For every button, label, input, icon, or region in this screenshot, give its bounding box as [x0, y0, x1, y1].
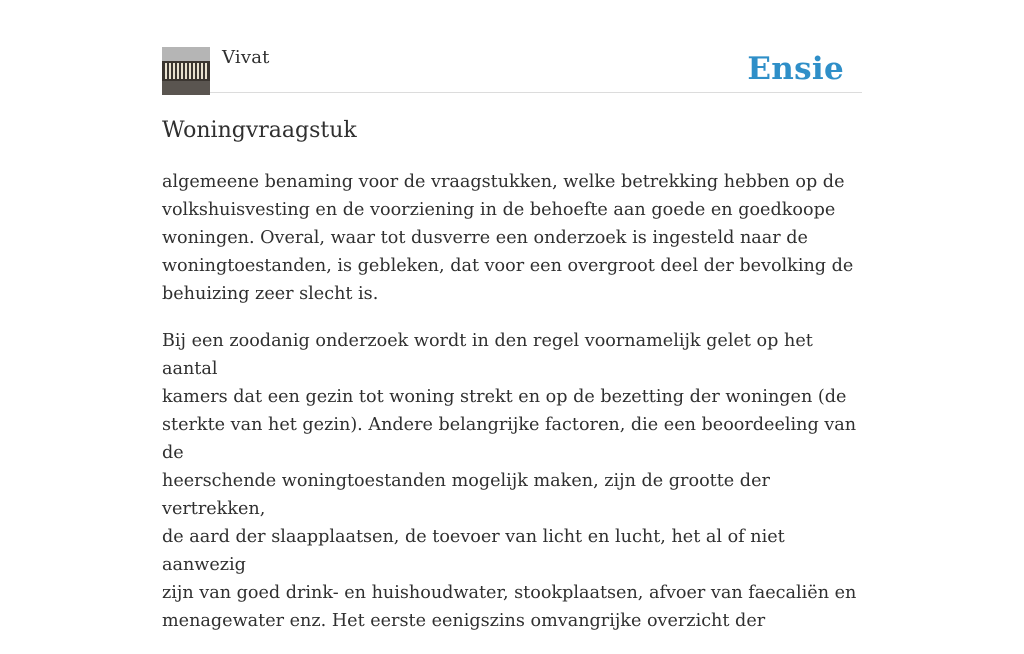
author-avatar[interactable]: [162, 47, 210, 95]
books-avatar-icon: [162, 47, 210, 95]
article-title: Woningvraagstuk: [162, 118, 357, 143]
article-paragraph: Bij een zoodanig onderzoek wordt in den regel voornamelijk gelet op het aantal kamers dat een gezin tot woning strekt en op de bezetting der woningen (de sterkte van het gezin). Andere belangrijke factoren, die een beoordeeling van de heerschende woningtoestanden mogelijk maken, zijn de grootte der vertrekken, de aard der slaapplaatsen, de toevoer van licht en lucht, het al of niet aanwezig zijn van goed drink- en huishoudwater, stookplaatsen, afvoer van faecaliën en menagewater enz. Het eerste eenigszins omvangrijke overzicht der: [162, 331, 857, 631]
page-header: [162, 46, 862, 93]
author-name[interactable]: Vivat: [222, 47, 270, 68]
article-paragraph: algemeene benaming voor de vraagstukken, welke betrekking hebben op de volkshuisvesting en de voorziening in de behoefte aan goede en goedkoope woningen. Overal, waar tot dusverre een onderzoek is ingesteld naar de woningtoestanden, is gebleken, dat voor een overgroot deel der bevolking de behuizing zeer slecht is.: [162, 172, 854, 304]
article-body: [162, 168, 862, 654]
brand-logo[interactable]: Ensie: [747, 51, 844, 87]
